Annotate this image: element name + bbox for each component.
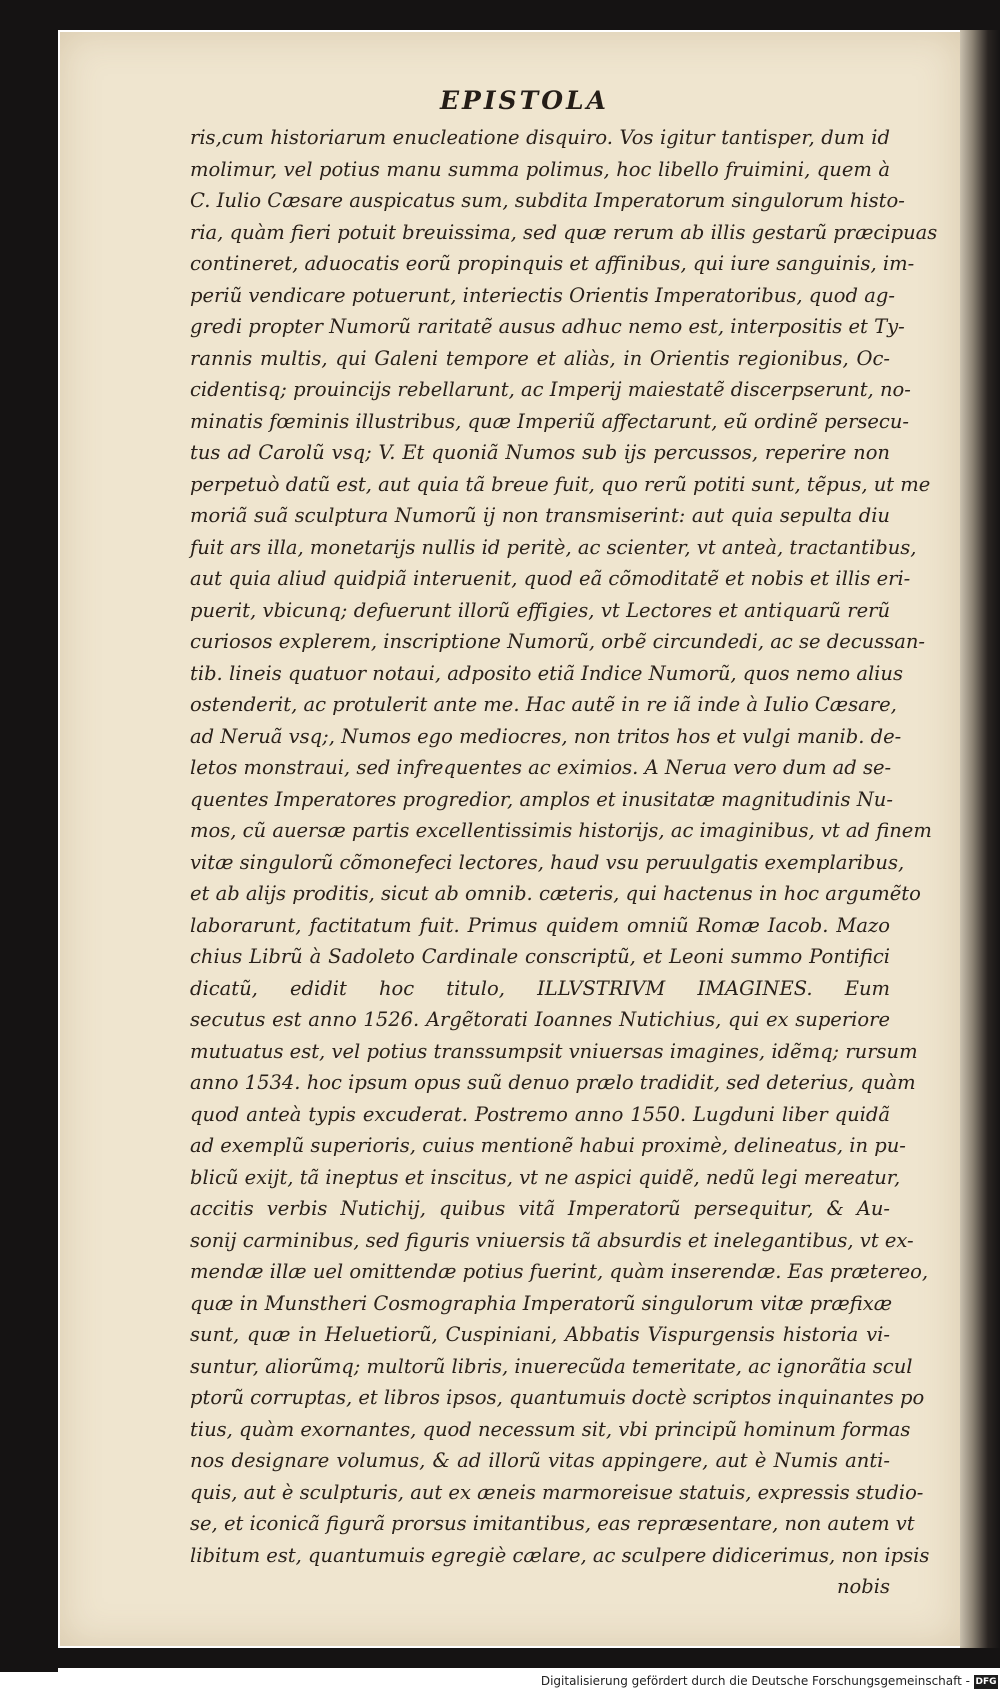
text-line: ad Neruã vsq;, Numos ego mediocres, non tritos hos et vulgi manib. de-: [190, 724, 902, 748]
scan-border-bottom: [0, 1648, 1000, 1668]
text-line: cidentisq; prouincijs rebellarunt, ac Imperij maiestatẽ discerpserunt, no-: [190, 378, 911, 401]
text-line: et ab alijs proditis, sicut ab omnib. cæteris, qui hactenus in hoc argumẽto: [190, 882, 921, 905]
text-line: minatis fœminis illustribus, quæ Imperiũ affectarunt, eũ ordinẽ persecu-: [190, 409, 910, 433]
text-line: curiosos explerem, inscriptione Numorũ, orbẽ circundedi, ac se decussan-: [190, 630, 926, 653]
text-line: libitum est, quantumuis egregiè cælare, ac sculpere didicerimus, non ipsis: [190, 1543, 930, 1567]
text-line: sonij carminibus, sed figuris vniuersis tã absurdis et inelegantibus, vt ex-: [190, 1228, 914, 1252]
text-line: gredi propter Numorũ raritatẽ ausus adhuc nemo est, interpositis et Ty-: [190, 315, 905, 338]
text-line: anno 1534. hoc ipsum opus suũ denuo prælo tradidit, sed deterius, quàm: [190, 1071, 916, 1094]
text-line: tus ad Carolũ vsq; V. Et quoniã Numos sub ijs percussos, reperire non: [190, 441, 890, 464]
text-line: letos monstraui, sed infrequentes ac eximios. A Nerua vero dum ad se-: [190, 756, 892, 779]
text-line: chius Librũ à Sadoleto Cardinale conscriptũ, et Leoni summo Pontifici: [190, 945, 890, 968]
text-line: ostenderit, ac protulerit ante me. Hac autẽ in re iã inde à Iulio Cæsare,: [190, 693, 897, 716]
dfg-logo-icon: DFG: [975, 1677, 997, 1687]
text-line: contineret, aduocatis eorũ propinquis et affinibus, qui iure sanguinis, im-: [190, 252, 915, 275]
text-line: tius, quàm exornantes, quod necessum sit, vbi principũ hominum formas: [190, 1417, 911, 1441]
text-line: perpetuò datũ est, aut quia tã breue fuit, quo rerũ potiti sunt, tẽpus, ut me: [190, 472, 931, 496]
text-line: rannis multis, qui Galeni tempore et aliàs, in Orientis regionibus, Oc-: [190, 346, 890, 370]
footer-bar: [0, 1672, 1000, 1694]
catchword: nobis: [836, 1575, 890, 1598]
running-header: EPISTOLA: [440, 86, 609, 115]
text-line: se, et iconicã figurã prorsus imitantibus, eas repræsentare, non autem vt: [190, 1512, 915, 1535]
text-line: nos designare volumus, & ad illorũ vitas appingere, aut è Numis anti-: [190, 1449, 890, 1472]
text-line: quis, aut è sculpturis, aut ex æneis marmoreisue statuis, expressis studio-: [190, 1480, 924, 1504]
text-line: quentes Imperatores progredior, amplos et inusitatæ magnitudinis Nu-: [190, 787, 893, 811]
text-line: mendæ illæ uel omittendæ potius fuerint, quàm inserendæ. Eas prætereo,: [190, 1260, 929, 1283]
text-line: quod anteà typis excuderat. Postremo anno 1550. Lugduni liber quidã: [190, 1102, 890, 1126]
footer-credit: Digitalisierung gefördert durch die Deutsche Forschungsgemeinschaft -: [540, 1674, 970, 1688]
scan-border-left: [0, 0, 58, 1694]
text-line: quæ in Munstheri Cosmographia Imperatorũ singulorum vitæ præfixæ: [190, 1291, 893, 1315]
text-line: laborarunt, factitatum fuit. Primus quidem omniũ Romæ Iacob. Mazo: [190, 913, 890, 937]
text-line: sunt, quæ in Heluetiorũ, Cuspiniani, Abbatis Vispurgensis historia vi-: [190, 1323, 890, 1346]
text-line: ad exemplũ superioris, cuius mentionẽ habui proximè, delineatus, in pu-: [190, 1134, 906, 1157]
text-line: C. Iulio Cæsare auspicatus sum, subdita Imperatorum singulorum histo-: [190, 189, 905, 212]
page-edge: [960, 30, 1000, 1648]
body-text: [190, 122, 938, 1603]
text-line: dicatũ, edidit hoc titulo, ILLVSTRIVM IMAGINES. Eum: [190, 976, 890, 1000]
text-line: tib. lineis quatuor notaui, adposito etiã Indice Numorũ, quos nemo alius: [190, 661, 903, 685]
text-line: ris,cum historiarum enucleatione disquiro. Vos igitur tantisper, dum id: [190, 126, 890, 149]
text-line: aut quia aliud quidpiã interuenit, quod eã cõmoditatẽ et nobis et illis eri-: [190, 567, 911, 590]
text-line: puerit, vbicunq; defuerunt illorũ effigies, vt Lectores et antiquarũ rerũ: [190, 598, 890, 622]
text-line: fuit ars illa, monetarijs nullis id peritè, ac scienter, vt anteà, tractantibus,: [190, 535, 917, 559]
scan-border-top: [0, 0, 1000, 30]
text-line: accitis verbis Nutichij, quibus vitã Imperatorũ persequitur, & Au-: [190, 1197, 890, 1220]
text-line: blicũ exijt, tã ineptus et inscitus, vt ne aspici quidẽ, nedũ legi mereatur,: [190, 1165, 901, 1189]
text-line: secutus est anno 1526. Argẽtorati Ioannes Nutichius, qui ex superiore: [190, 1008, 890, 1031]
text-line: molimur, vel potius manu summa polimus, hoc libello fruimini, quem à: [190, 157, 890, 181]
text-line: ria, quàm fieri potuit breuissima, sed quæ rerum ab illis gestarũ præcipuas: [190, 220, 938, 244]
text-line: suntur, aliorũmq; multorũ libris, inuerecũda temeritate, ac ignorãtia scul: [190, 1354, 913, 1378]
text-line: vitæ singulorũ cõmonefeci lectores, haud vsu peruulgatis exemplaribus,: [190, 850, 905, 874]
text-line: mos, cũ auersæ partis excellentissimis historijs, ac imaginibus, vt ad finem: [190, 819, 932, 842]
text-line: moriã suã sculptura Numorũ ij non transmiserint: aut quia sepulta diu: [190, 504, 890, 527]
text-line: ptorũ corruptas, et libros ipsos, quantumuis doctè scriptos inquinantes po: [190, 1386, 925, 1409]
text-line: mutuatus est, vel potius transsumpsit vniuersas imagines, idẽmq; rursum: [190, 1039, 918, 1063]
text-line: periũ vendicare potuerunt, interiectis Orientis Imperatoribus, quod ag-: [190, 283, 895, 307]
